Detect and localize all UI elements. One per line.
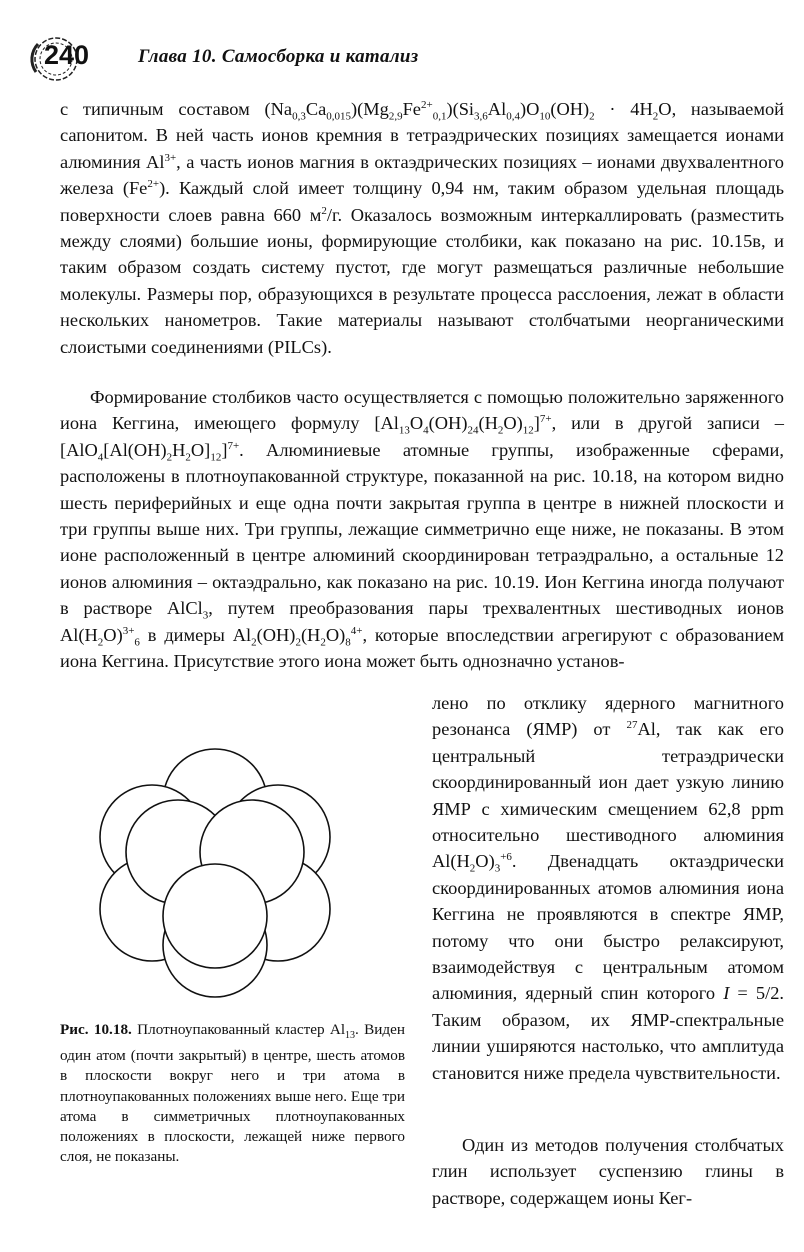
paragraph-2: Формирование столбиков часто осуществляется с помощью положительно заряженного иона Кеггина, имеющего формулу $[Al_{13}O_4(OH)_{24}(H_2O)_{12}]^{7+}$, или в другой записи – $[AlO_4[Al(OH)_2H_2O]_{12}]^{7+}$. Алюминиевые атомные группы, изображенные сферами, расположены в плотноупакованной структуре, показанной на рис. 10.18, на котором видно шесть периферийных и еще одна почти закрытая группа в центре в нижней плоскости и три группы выше них. Три группы, лежащие симметрично еще ниже, не показаны. В этом ионе расположенный в центре алюминий скоординирован тетраэдрально, а остальные 12 ионов алюминия – октаэдрально, как показано на рис. 10.19. Ион Кеггина иногда получают в растворе AlCl$_3$, путем преобразования пары трехвалентных шестиводных ионов $Al(H_2O)^{3+}_6$ в димеры $Al_2(OH)_2(H_2O)_8^{4+}$, которые впоследствии агрегируют с образованием иона Кеггина. Присутствие этого иона может быть однозначно установ-	[60, 387, 785, 672]
paragraph-1: с типичным составом $(Na_{0,3}Ca_{0,015})(Mg_{2,9}Fe^{2+}_{0,1})(Si_{3,6}Al_{0,4})O_{10}(OH)_2 \cdot 4H_2O$, называемой сапонитом. В ней часть ионов кремния в тетраэдрических позициях замещается ионами алюминия $Al^{3+}$, а часть ионов магния в октаэдрических позициях – ионами двухвалентного железа $(Fe^{2+})$. Каждый слой имеет толщину 0,94 нм, таким образом удельная площадь поверхности слоев равна 660 $м^2/г$. Оказалось возможным интеркаллировать (разместить между слоями) большие ионы, формирующие столбики, как показано на рис. 10.15в, и таким образом создать систему пустот, где могут размещаться различные небольшие молекулы. Размеры пор, образующихся в результате процесса расслоения, лежат в области нескольких нанометров. Такие материалы называют столбчатыми неорганическими слоистыми соединениями (PILCs).	[60, 98, 785, 357]
paragraph-3: Один из методов получения столбчатых глин использует суспензию глины в растворе, содержащем ионы Кег-	[432, 1135, 784, 1208]
page-number: 240	[44, 40, 90, 70]
right-column-text: лено по отклику ядерного магнитного резонанса (ЯМР) от $^{27}$Al, так как его центральный тетраэдрически скоординированный ион дает узкую линию ЯМР с химическим смещением 62,8 ppm относительно шестиводного алюминия $Al(H_2O)_3^{+6}$. Двенадцать октаэдрически скоординированных атомов алюминия иона Кеггина не проявляются в спектре ЯМР, потому что они быстро релаксируют, взаимодействуя с центральным атомом алюминия, ядерный спин которого I = 5/2. Таким образом, их ЯМР-спектральные линии уширяются настолько, что амплитуда становится ниже предела чувствительности.	[432, 693, 785, 1083]
page-header	[26, 34, 786, 82]
figure-caption: Рис. 10.18. Плотноупакованный кластер $Al_{13}$. Виден один атом (почти закрытый) в центре, шесть атомов в плоскости вокруг него и три атома в плотноупакованных положениях выше него. Еще три атома в симметричных плотноупакованных положениях в плоскости, лежащей ниже первого слоя, не показаны.	[60, 1021, 406, 1166]
al13-cluster-figure	[70, 728, 360, 1018]
atom-above-bottom	[163, 864, 267, 968]
chapter-title: Глава 10. Самосборка и катализ	[138, 46, 419, 67]
caption-label: Рис. 10.18.	[60, 1021, 132, 1038]
